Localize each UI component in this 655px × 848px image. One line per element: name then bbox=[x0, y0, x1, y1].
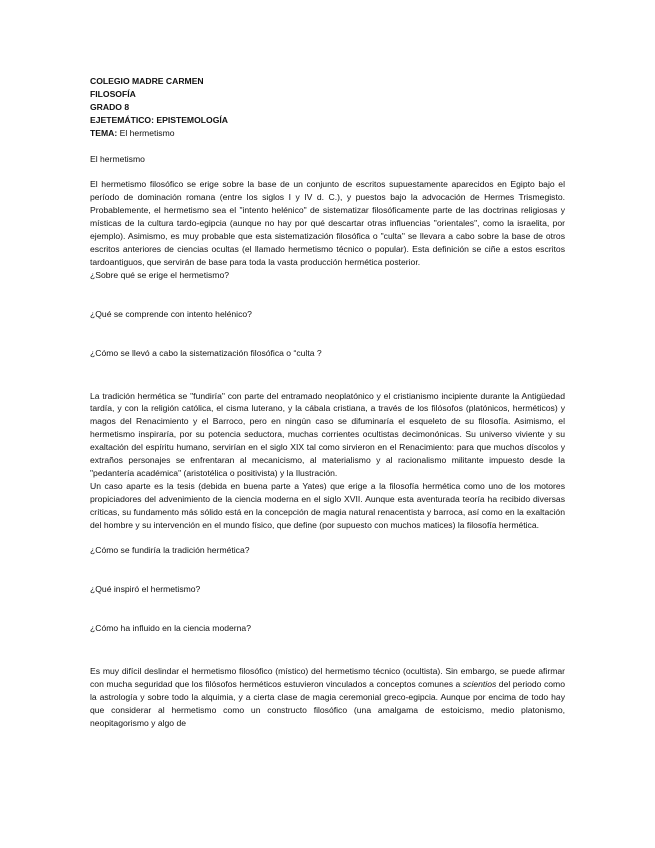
paragraph-1: El hermetismo filosófico se erige sobre la base de un conjunto de escritos supuestamente aparecidos en Egipto bajo el período de dominación romana (entre los siglos I y IV d. C.), y puestos bajo la advocación de Hermes Trismegisto. Probablemente, el hermetismo sea el "intento helénico" de sistematizar filosóficamente parte de las doctrinas religiosas y místicas de la cultura tardo-egipcia (aunque no hay por qué descartar otras influencias "orientales", como la israelita, por ejemplo). Asimismo, es muy probable que esta sistematización filosófica o "culta" se llevara a cabo sobre la base de otros escritos anteriores de ciencias ocultas (el llamado hermetismo técnico o popular). Esta definición se ciñe a estos escritos tardoantiguos, que servirán de base para toda la vasta producción hermética posterior. bbox=[90, 179, 565, 267]
spacer bbox=[90, 531, 565, 544]
topic-value: El hermetismo bbox=[119, 127, 175, 138]
answer-space bbox=[90, 635, 565, 665]
paragraph-4-part-b: del periodo como la astrología y sobre todo la alquimia, y a cierta clase de magia ceremonial greco-egipcia. Aunque por encima de todo hay que considerar al hermetismo como un constructo filosófico (una amalgama de estoicismo, medio platonismo, neopitagorismo y algo de bbox=[90, 679, 565, 728]
school-name: COLEGIO MADRE CARMEN bbox=[90, 76, 204, 86]
topic-label: TEMA: bbox=[90, 127, 118, 138]
answer-space bbox=[90, 557, 565, 583]
answer-space bbox=[90, 596, 565, 622]
answer-space bbox=[90, 321, 565, 347]
paragraph-2: La tradición hermética se "fundiría" con parte del entramado neoplatónico y el cristianismo incipiente durante la Antigüedad tardía, y con la religión católica, el cisma luterano, y la cábala cristiana, a través de los filósofos (platónicos, herméticos) y magos del Renacimiento y el Barroco, pero en ningún caso se difuminaría el esqueleto de su filosofía. Asimismo, el hermetismo inspiraría, por su potencia seductora, muchas corrientes ocultistas decimonónicas. Su universo viviente y su exaltación del espíritu humano, servirían en el siglo XIX tal como sirvieron en el Renacimiento: para que muchos díscolos y extraños personajes se enfrentaran al mecanicismo, al materialismo y al racionalismo militante impuesto desde la "pedantería académica" (aristotélica o positivista) y la Ilustración. bbox=[90, 390, 565, 478]
grade-label: GRADO 8 bbox=[90, 101, 130, 112]
document-title: El hermetismo bbox=[90, 153, 145, 164]
document-header bbox=[90, 75, 565, 140]
question-4: ¿Cómo se fundiría la tradición hermética? bbox=[90, 545, 250, 556]
paragraph-4 bbox=[90, 665, 565, 730]
question-3: ¿Cómo se llevó a cabo la sistematización filosófica o “culta ? bbox=[90, 347, 322, 358]
answer-space bbox=[90, 360, 565, 390]
answer-space bbox=[90, 282, 565, 308]
question-5: ¿Qué inspiró el hermetismo? bbox=[90, 584, 201, 595]
topic-line bbox=[90, 127, 565, 140]
question-6: ¿Cómo ha influido en la ciencia moderna? bbox=[90, 623, 251, 634]
axis-label: EJETEMÁTICO: EPISTEMOLOGÍA bbox=[90, 114, 228, 125]
paragraph-4-emphasis: scientios bbox=[462, 679, 497, 690]
question-2: ¿Qué se comprende con intento helénico? bbox=[90, 308, 252, 319]
question-1: ¿Sobre qué se erige el hermetismo? bbox=[90, 269, 230, 280]
paragraph-3: Un caso aparte es la tesis (debida en buena parte a Yates) que erige a la filosofía hermética como uno de los motores propiciadores del advenimiento de la ciencia moderna en el siglo XVII. Aunque esta aventurada teoría ha recibido diversas críticas, su fundamento más sólido está en la concepción de magia natural renacentista y barroca, así como en la exaltación del hombre y su intervención en el mundo físico, que define (por supuesto con muchos matices) la filosofía hermética. bbox=[90, 480, 565, 530]
subject-name: FILOSOFÍA bbox=[90, 88, 136, 99]
paragraph-4-part-a: Es muy difícil deslindar el hermetismo filosófico (místico) del hermetismo técnico (ocultista). Sin embargo, se puede afirmar con mucha seguridad que los filósofos herméticos estuvieron vinculados a conceptos comunes a bbox=[90, 666, 565, 690]
